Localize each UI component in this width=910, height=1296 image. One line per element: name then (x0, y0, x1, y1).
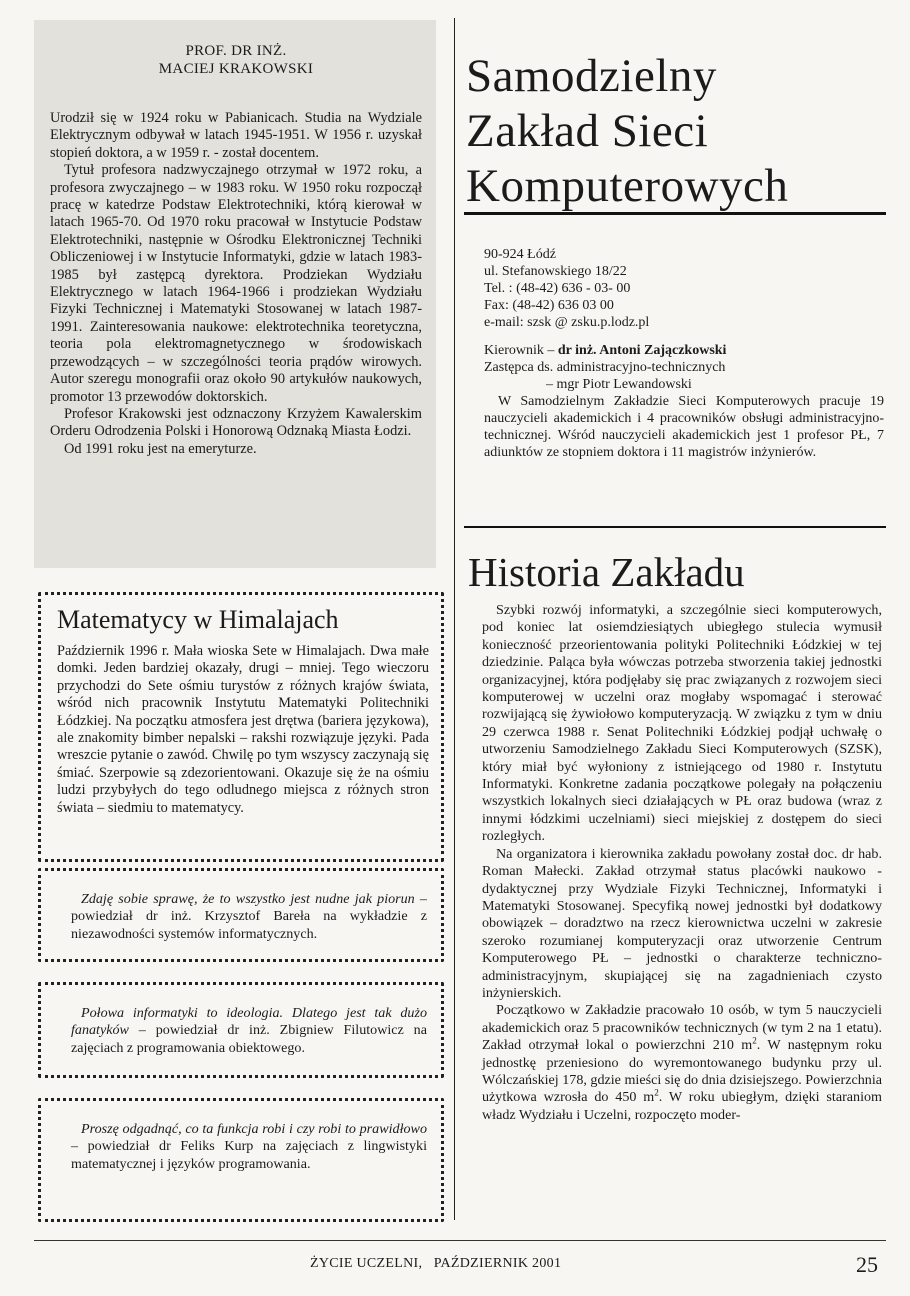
footer-rule (34, 1240, 886, 1241)
bio-paragraph: Profesor Krakowski jest odznaczony Krzyżem Kawalerskim Orderu Odrodzenia Polski i Honorową Odznaką Miasta Łodzi. (50, 405, 422, 440)
column-divider (454, 18, 455, 1220)
bio-paragraph: Urodził się w 1924 roku w Pabianicach. Studia na Wydziale Elektrycznym odbywał w latach 1945-1951. W 1956 r. uzyskał stopień doktora, a w 1959 r. - został docentem. (50, 110, 422, 161)
historia-body (482, 602, 882, 1124)
historia-title: Historia Zakładu (468, 549, 745, 595)
staff-block: Kierownik – dr inż. Antoni Zajączkowski Zastępca ds. administracyjno-technicznych – mgr Piotr Lewandowski W Samodzielnym Zakładzie Sieci Komputerowych pracuje 19 nauczycieli akademickich i 4 pracowników obsługi administracyjno-technicznej. Wśród nauczycieli akademickich jest 1 profesor PŁ, 7 adiunktów ze stopniem doktora i 11 magistrów inżynierów. (484, 343, 884, 460)
staff-text: W Samodzielnym Zakładzie Sieci Komputerowych pracuje 19 nauczycieli akademickich i 4 pracowników obsługi administracyjno-technicznej. Wśród nauczycieli akademickich jest 1 profesor PŁ, 7 adiunktów ze stopniem doktora i 11 magistrów inżynierów. (484, 394, 884, 460)
page-number: 25 (856, 1252, 878, 1277)
contact-info (484, 246, 884, 461)
head-name: dr inż. Antoni Zajączkowski (557, 343, 727, 358)
quote-box: Połowa informatyki to ideologia. Dlatego jest tak dużo fanatyków – powiedział dr inż. Zbigniew Filutowicz na zajęciach z programowania obiektowego. (38, 982, 444, 1078)
bio-paragraph: Od 1991 roku jest na emeryturze. (64, 440, 257, 457)
title-rule (464, 212, 886, 215)
historia-paragraph: Początkowo w Zakładzie pracowało 10 osób, w tym 5 nauczycieli akademickich oraz 5 pracowników technicznych (w tym 2 na 1 etatu). Zakład otrzymał lokal o powierzchni 210 $m^2$. W następnym roku jednostkę przeniesiono do wyremontowanego budynku przy ul. Wólczańskiej 178, gdzie mieści się do dnia dzisiejszego. Powierzchnia użytkowa wzrosła do 450 $m^2$. W roku ubiegłym, dzięki staraniom władz Wydziału i Uczelni, rozpoczęto moder- (482, 1002, 882, 1123)
footer-text: ŻYCIE UCZELNI, PAŹDZIERNIK 2001 (310, 1256, 562, 1271)
anecdote-title: Matematycy w Himalajach (57, 605, 339, 634)
address-block: 90-924 Łódź ul. Stefanowskiego 18/22 Tel. : (48-42) 636 - 03- 00 Fax: (48-42) 636 03 00 e-mail: szsk @ zsku.p.lodz.pl (484, 247, 650, 330)
anecdote-text: Październik 1996 r. Mała wioska Sete w Himalajach. Dwa małe domki. Jeden bardziej okazały, drugi – mniej. Tego wieczoru przychodzi do Sete ośmiu turystów z różnych krajów świata, wśród nich pracownik Instytutu Matematyki Politechniki Łódzkiej. Na początku atmosfera jest drętwa (bariera językowa), ale znakomity bimber nepalski – rakshi rozwiązuje języki. Pada wreszcie pytanie o zawód. Chwilę po tym wszyscy zaczynają się śmiać. Szerpowie są zdezorientowani. Okazuje się że na ośmiu ludzi przybyłych do tego odludnego miejsca z różnych stron świata – siedmiu to matematycy. (57, 643, 429, 816)
bio-name: PROF. DR INŻ. MACIEJ KRAKOWSKI (158, 43, 314, 77)
bio-paragraph: Tytuł profesora nadzwyczajnego otrzymał w 1972 roku, a profesora zwyczajnego – w 1983 roku. W 1950 roku rozpoczął pracę w katedrze Podstaw Elektrotechniki, którą kierował w latach 1965-70. Od 1970 roku pracował w Instytucie Podstaw Elektrotechniki, następnie w Ośrodku Elektronicznej Techniki Obliczeniowej i w Instytucie Informatyki, gdzie w latach 1983-1985 był zastępcą dyrektora. Prodziekan Wydziału Elektrycznego w latach 1964-1966 i prodziekan Wydziału Fizyki Technicznej i Matematyki Stosowanej w latach 1987-1991. Zainteresowania naukowe: elektrotechnika teoretyczna, teoria pola elektromagnetycznego w środowiskach przewodzących – w szczególności teoria prądów wirowych. Autor szeregu monografii oraz około 90 artykułów naukowych, promotor 13 przewodów doktorskich. (50, 162, 422, 405)
anecdote-box (38, 592, 444, 862)
quote-box: Zdaję sobie sprawę, że to wszystko jest nudne jak piorun – powiedział dr inż. Krzysztof Bareła na wykładzie z niezawodności systemów informatycznych. (38, 868, 444, 962)
historia-paragraph: Na organizatora i kierownika zakładu powołany został doc. dr hab. Roman Małecki. Zakład otrzymał status placówki naukowo - dydaktycznej przy Wydziale Fizyki Technicznej, Informatyki i Matematyki Stosowanej. Specyfiką nowej jednostki był dodatkowy obowiązek – doradztwo na rzecz kierownictwa uczelni w zakresie szeroko rozumianej komputeryzacji oraz utworzenie Centrum Komputerowego PŁ – jednostki o charakterze techniczno-administracyjnym, skupiającej się na zagadnieniach czysto inżynierskich. (482, 845, 882, 1001)
historia-paragraph: Szybki rozwój informatyki, a szczególnie sieci komputerowych, pod koniec lat osiemdziesiątych ubiegłego stulecia wymusił konieczność przeorientowania polityki Politechniki Łódzkiej w tej dziedzinie. Paląca była wówczas potrzeba stworzenia takiej jednostki organizacyjnej, która podjęłaby się prac związanych z rozwojem sieci komputerowej w uczelni oraz mogłaby wspomagać i sterować rozwijającą się żywiołowo komputeryzacją. W związku z tym w dniu 29 czerwca 1988 r. Senat Politechniki Łódzkiej podjął uchwałę o utworzeniu Samodzielnego Zakładu Sieci Komputerowych (SZSK), który miał być wyłoniony z istniejącego od 1980 r. Instytutu Informatyki. Konkretne zadania początkowe polegały na połączeniu wszystkich lokalnych sieci działających w PŁ oraz budowa (wraz z innymi łódzkimi uczelniami) sieci miejskiej z dostępem do sieci rozległych. (482, 602, 882, 845)
biography-box (34, 20, 436, 568)
article-title: Samodzielny Zakład Sieci Komputerowych (466, 50, 789, 213)
section-rule (464, 526, 886, 528)
quote-box: Proszę odgadnąć, co ta funkcja robi i czy robi to prawidłowo – powiedział dr Feliks Kurp na zajęciach z lingwistyki matematycznej i języków programowania. (38, 1098, 444, 1222)
